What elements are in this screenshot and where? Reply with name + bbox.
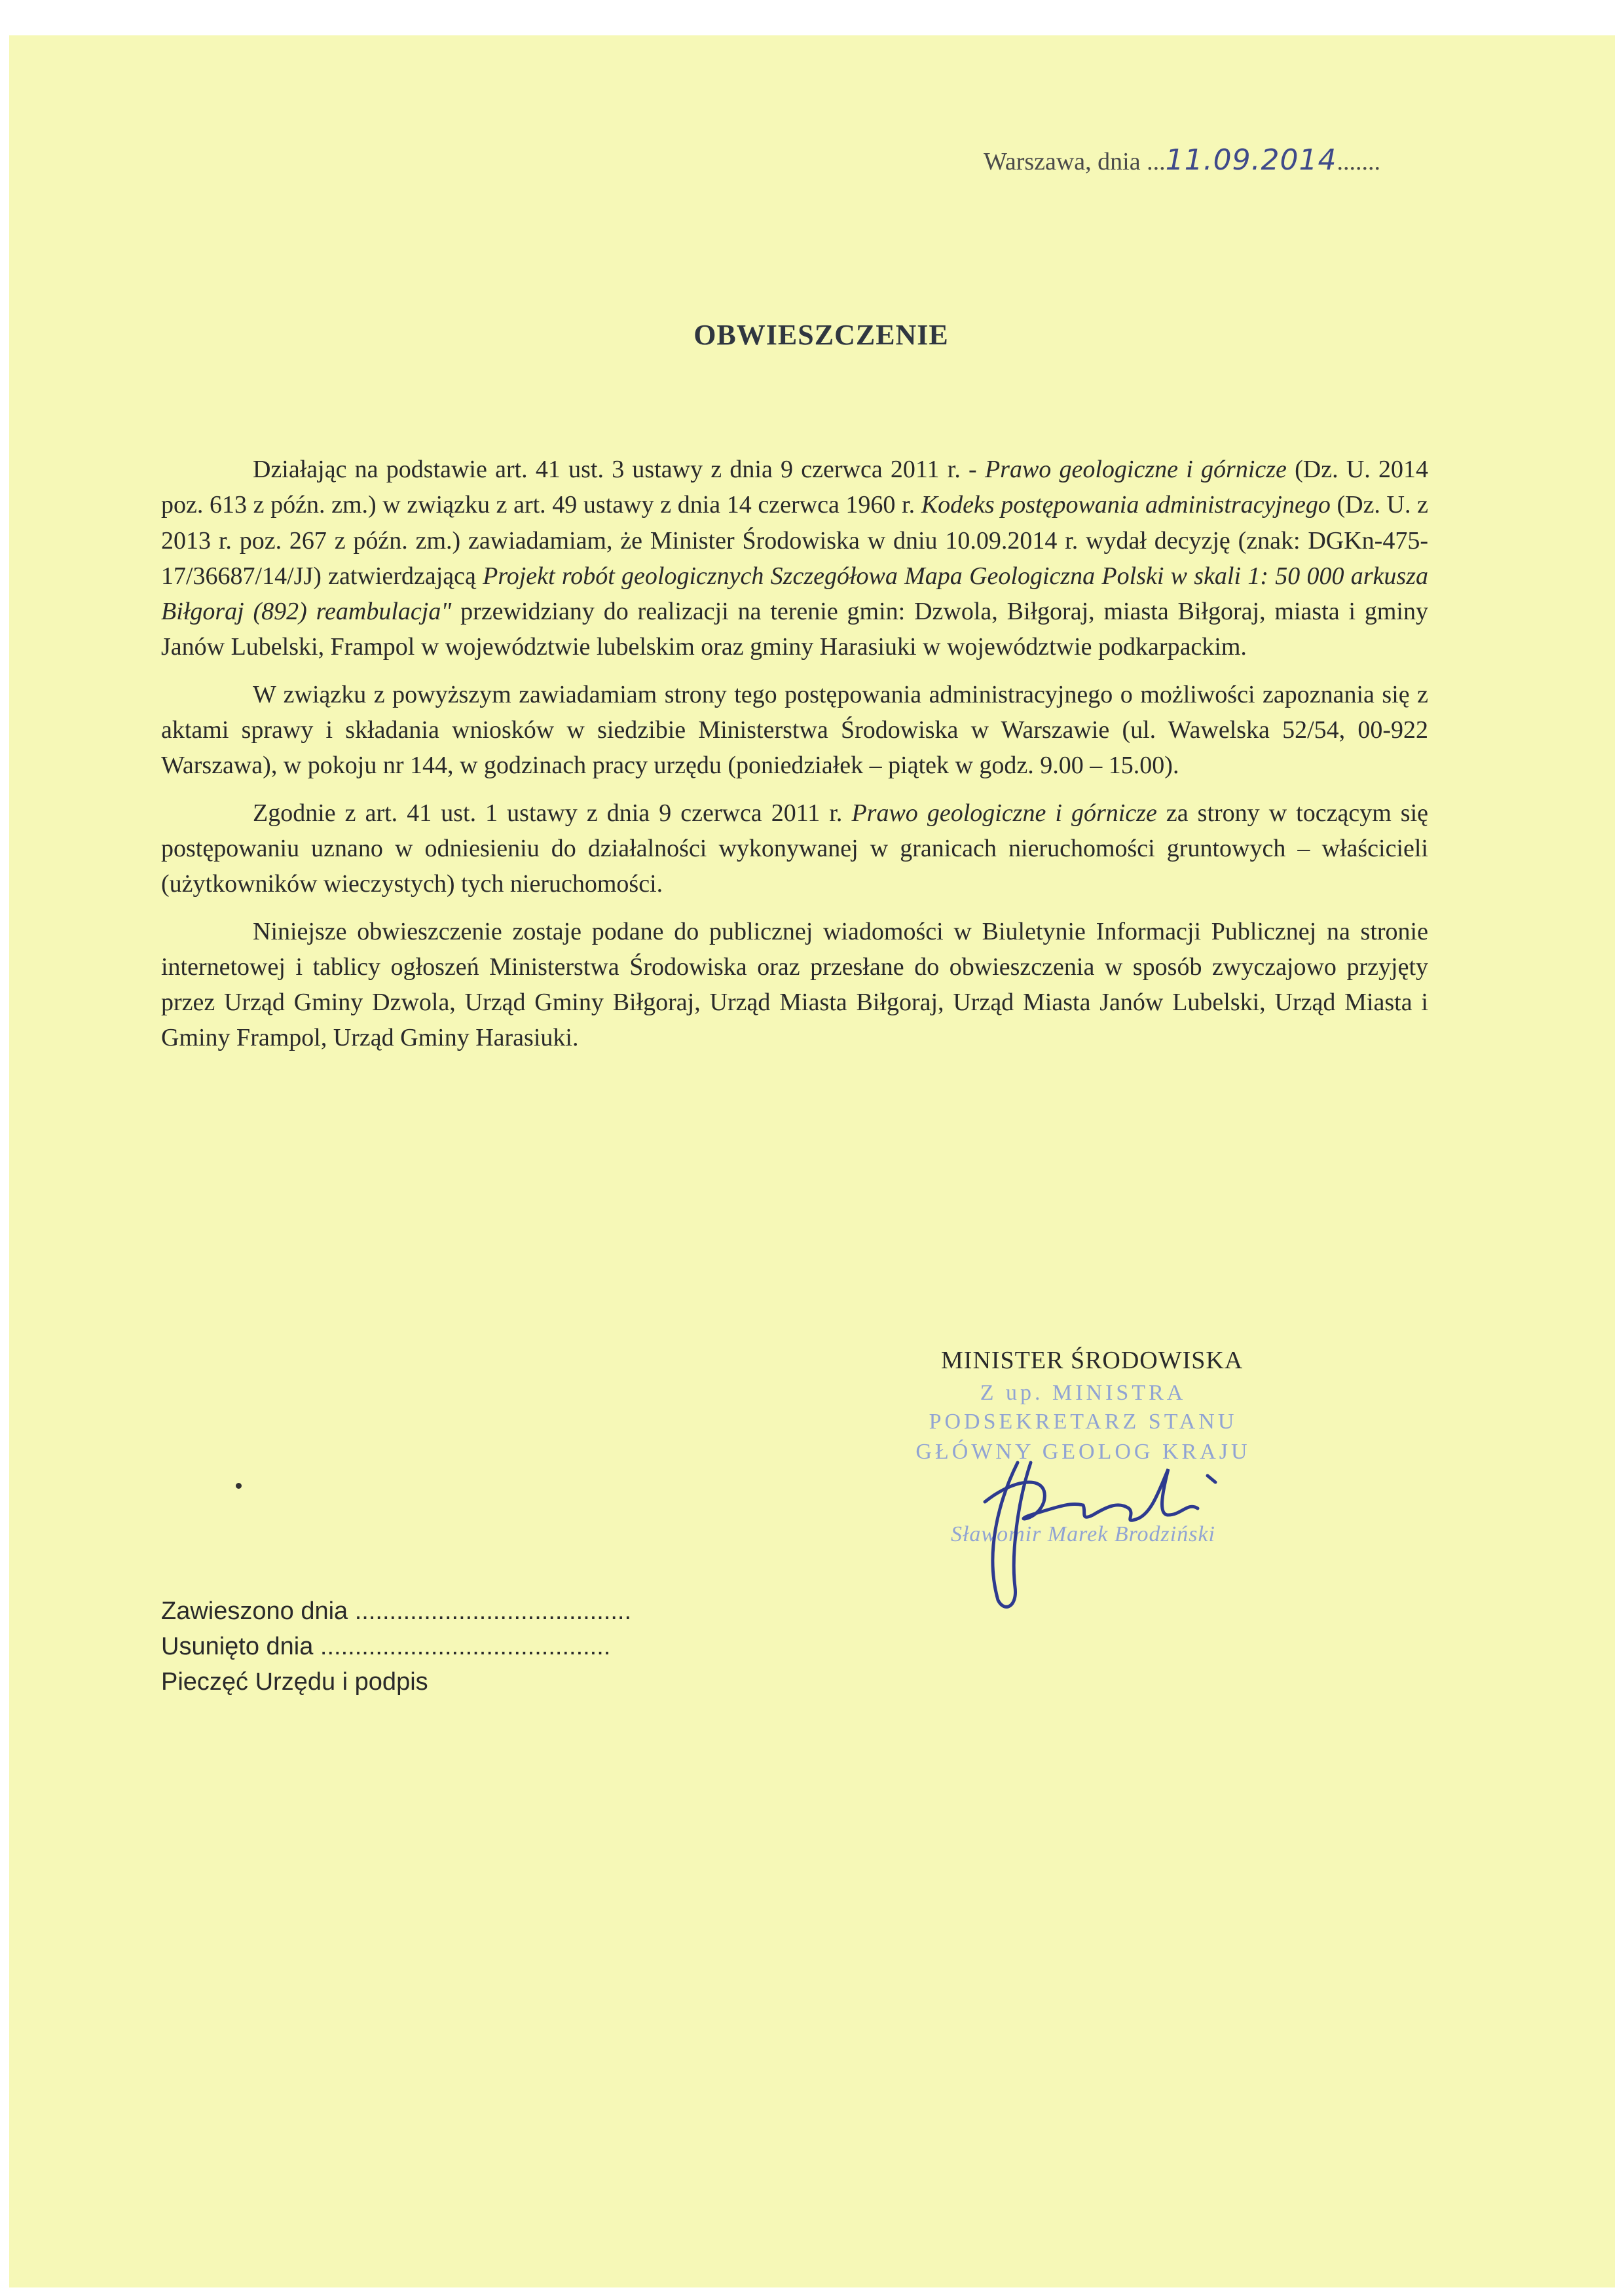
document-body [161,452,1428,1056]
document-title: OBWIESZCZENIE [693,319,949,351]
text-run: przewidziany do realizacji na terenie gmin: Dzwola, Biłgoraj, miasta Biłgoraj, miasta i gminy Janów Lubelski, Frampol w województwie lubelskim oraz gminy Harasiuki w województwie podkarpackim. [161,598,1428,661]
date-label: Warszawa, dnia [984,148,1141,175]
paper-sheet [9,35,1615,2287]
date-dots-left: ... [1147,148,1166,175]
italic-run: Kodeks postępowania administracyjnego [921,491,1331,519]
removed-date-line: Usunięto dnia .......................................... [161,1633,611,1660]
italic-run: Projekt robót geologicznych Szczegółowa Mapa Geologiczna Polski w skali 1: 50 000 arkusza Biłgoraj (892) reambulacja" [161,562,1428,626]
paragraph-4 [161,914,1428,1056]
date-dots-right: ....... [1337,148,1381,175]
office-stamp-signature-line: Pieczęć Urzędu i podpis [161,1668,428,1696]
date-line [984,143,1380,177]
text-run: W związku z powyższym zawiadamiam strony tego postępowania administracyjnego o możliwości zapoznania się z aktami sprawy i składania wniosków w siedzibie Ministerstwa Środowiska w Warszawie (ul. Wawelska 52/54, 00-922 Warszawa), w pokoju nr 144, w godzinach pracy urzędu (poniedziałek – piątek w godz. 9.00 – 15.00). [161,680,1428,780]
stamp-signatory-name: Sławomir Marek Brodziński [950,1522,1215,1546]
stamp-line-3: GŁÓWNY GEOLOG KRAJU [915,1440,1251,1464]
paragraph-1 [161,452,1428,665]
minister-title: MINISTER ŚRODOWISKA [941,1347,1244,1374]
text-run: (Dz. U. 2014 poz. 613 z późn. zm.) w związku z art. 49 ustawy z dnia 14 czerwca 1960 r. [161,456,1428,519]
date-handwritten: 11.09.2014 [1165,143,1337,177]
paragraph-2 [161,677,1428,784]
text-run: za strony w toczącym się postępowaniu uznano w odniesieniu do działalności wykonywanej w granicach nieruchomości gruntowych – właścicieli (użytkowników wieczystych) tych nieruchomości. [161,799,1429,898]
text-run: Niniejsze obwieszczenie zostaje podane do publicznej wiadomości w Biuletynie Informacji Publicznej na stronie internetowej i tablicy ogłoszeń Ministerstwa Środowiska oraz przesłane do obwieszczenia w sposób zwyczajowo przyjęty przez Urząd Gminy Dzwola, Urząd Gminy Biłgoraj, Urząd Miasta Biłgoraj, Urząd Miasta Janów Lubelski, Urząd Miasta i Gminy Frampol, Urząd Gminy Harasiuki. [161,917,1428,1052]
stamp-line-2: PODSEKRETARZ STANU [929,1410,1238,1434]
italic-run: Prawo geologiczne i górnicze [851,799,1157,827]
stamp-line-1: Z up. MINISTRA [980,1381,1187,1405]
footer-notes [161,1594,631,1700]
text-run: (Dz. U. z 2013 r. poz. 267 z późn. zm.) zawiadamiam, że Minister Środowiska w dniu 10.09.2014 r. wydał decyzję (znak: DGKn-475-17/36687/14/JJ) zatwierdzającą [161,491,1428,590]
text-run: Działając na podstawie art. 41 ust. 3 ustawy z dnia 9 czerwca 2011 r. - [253,456,985,483]
suspended-date-line: Zawieszono dnia ........................................ [161,1597,632,1625]
handwritten-signature [972,1423,1247,1620]
text-run: Zgodnie z art. 41 ust. 1 ustawy z dnia 9 czerwca 2011 r. [253,799,852,827]
paragraph-3 [161,795,1428,902]
scan-speck [236,1483,242,1489]
italic-run: Prawo geologiczne i górnicze [984,456,1287,483]
